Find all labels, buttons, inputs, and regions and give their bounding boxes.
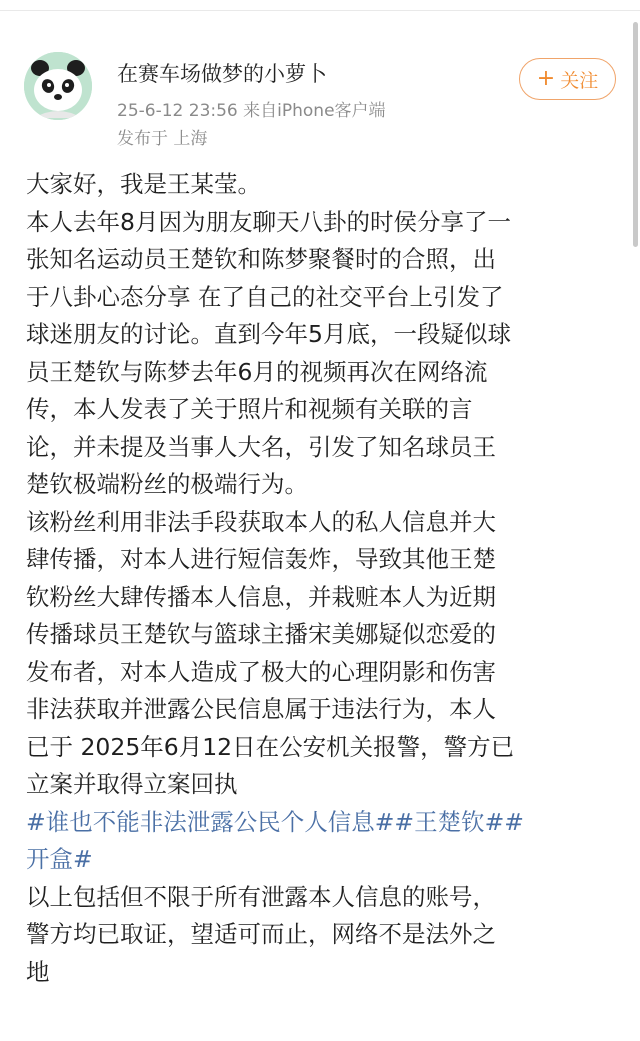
post-text-line: 传，本人发表了关于照片和视频有关联的言 — [26, 395, 473, 423]
post-text-line: 球迷朋友的讨论。直到今年5月底，一段疑似球 — [26, 320, 511, 348]
post-content — [26, 166, 626, 991]
post-text-line: 钦粉丝大肆传播本人信息，并栽赃本人为近期 — [26, 582, 496, 611]
post-text-line: 张知名运动员王楚钦和陈梦聚餐时的合照，出 — [26, 245, 496, 273]
post-text-line: 大家好，我是王某莹。 — [26, 170, 261, 198]
post-text-line: 肆传播，对本人进行短信轰炸，导致其他王楚 — [26, 545, 496, 573]
follow-label: 关注 — [560, 69, 599, 92]
post-text-line: 立案并取得立案回执 — [26, 770, 238, 798]
post-text-line: 已于 2025年6月12日在公安机关报警，警方已 — [26, 732, 515, 761]
avatar[interactable] — [24, 52, 92, 120]
post-timestamp: 25-6-12 23:56 — [117, 101, 238, 121]
post-text-line: 非法获取并泄露公民信息属于违法行为，本人 — [26, 695, 496, 723]
post-text-line: 以上包括但不限于所有泄露本人信息的账号， — [26, 882, 496, 911]
panda-avatar-icon — [24, 52, 92, 120]
post-text-line: 发布者，对本人造成了极大的心理阴影和伤害 — [26, 657, 496, 686]
post-meta — [117, 96, 386, 121]
post-text-line: 论，并未提及当事人大名，引发了知名球员王 — [26, 432, 496, 461]
hashtag-line[interactable]: 开盒# — [26, 845, 93, 873]
post-location: 发布于 上海 — [117, 129, 208, 149]
author-name[interactable]: 在赛车场做梦的小萝卜 — [117, 62, 327, 86]
follow-button[interactable] — [519, 58, 616, 100]
hashtag-line[interactable]: #谁也不能非法泄露公民个人信息##王楚钦## — [26, 807, 524, 836]
post-source: 来自iPhone客户端 — [243, 101, 386, 121]
post-text-line: 警方均已取证，望适可而止，网络不是法外之 — [26, 920, 496, 948]
post-text-line: 传播球员王楚钦与篮球主播宋美娜疑似恋爱的 — [26, 620, 496, 648]
post-text-line: 员王楚钦与陈梦去年6月的视频再次在网络流 — [26, 357, 488, 386]
post-text-line: 本人去年8月因为朋友聊天八卦的时侯分享了一 — [26, 207, 511, 236]
post-text-line: 楚钦极端粉丝的极端行为。 — [26, 470, 308, 498]
top-divider — [0, 10, 640, 11]
scrollbar[interactable] — [633, 22, 638, 247]
post-text-line: 于八卦心态分享 在了自己的社交平台上引发了 — [26, 282, 504, 311]
post-text-line: 地 — [26, 957, 50, 986]
post-text-line: 该粉丝利用非法手段获取本人的私人信息并大 — [26, 507, 496, 536]
plus-icon: + — [536, 66, 556, 91]
